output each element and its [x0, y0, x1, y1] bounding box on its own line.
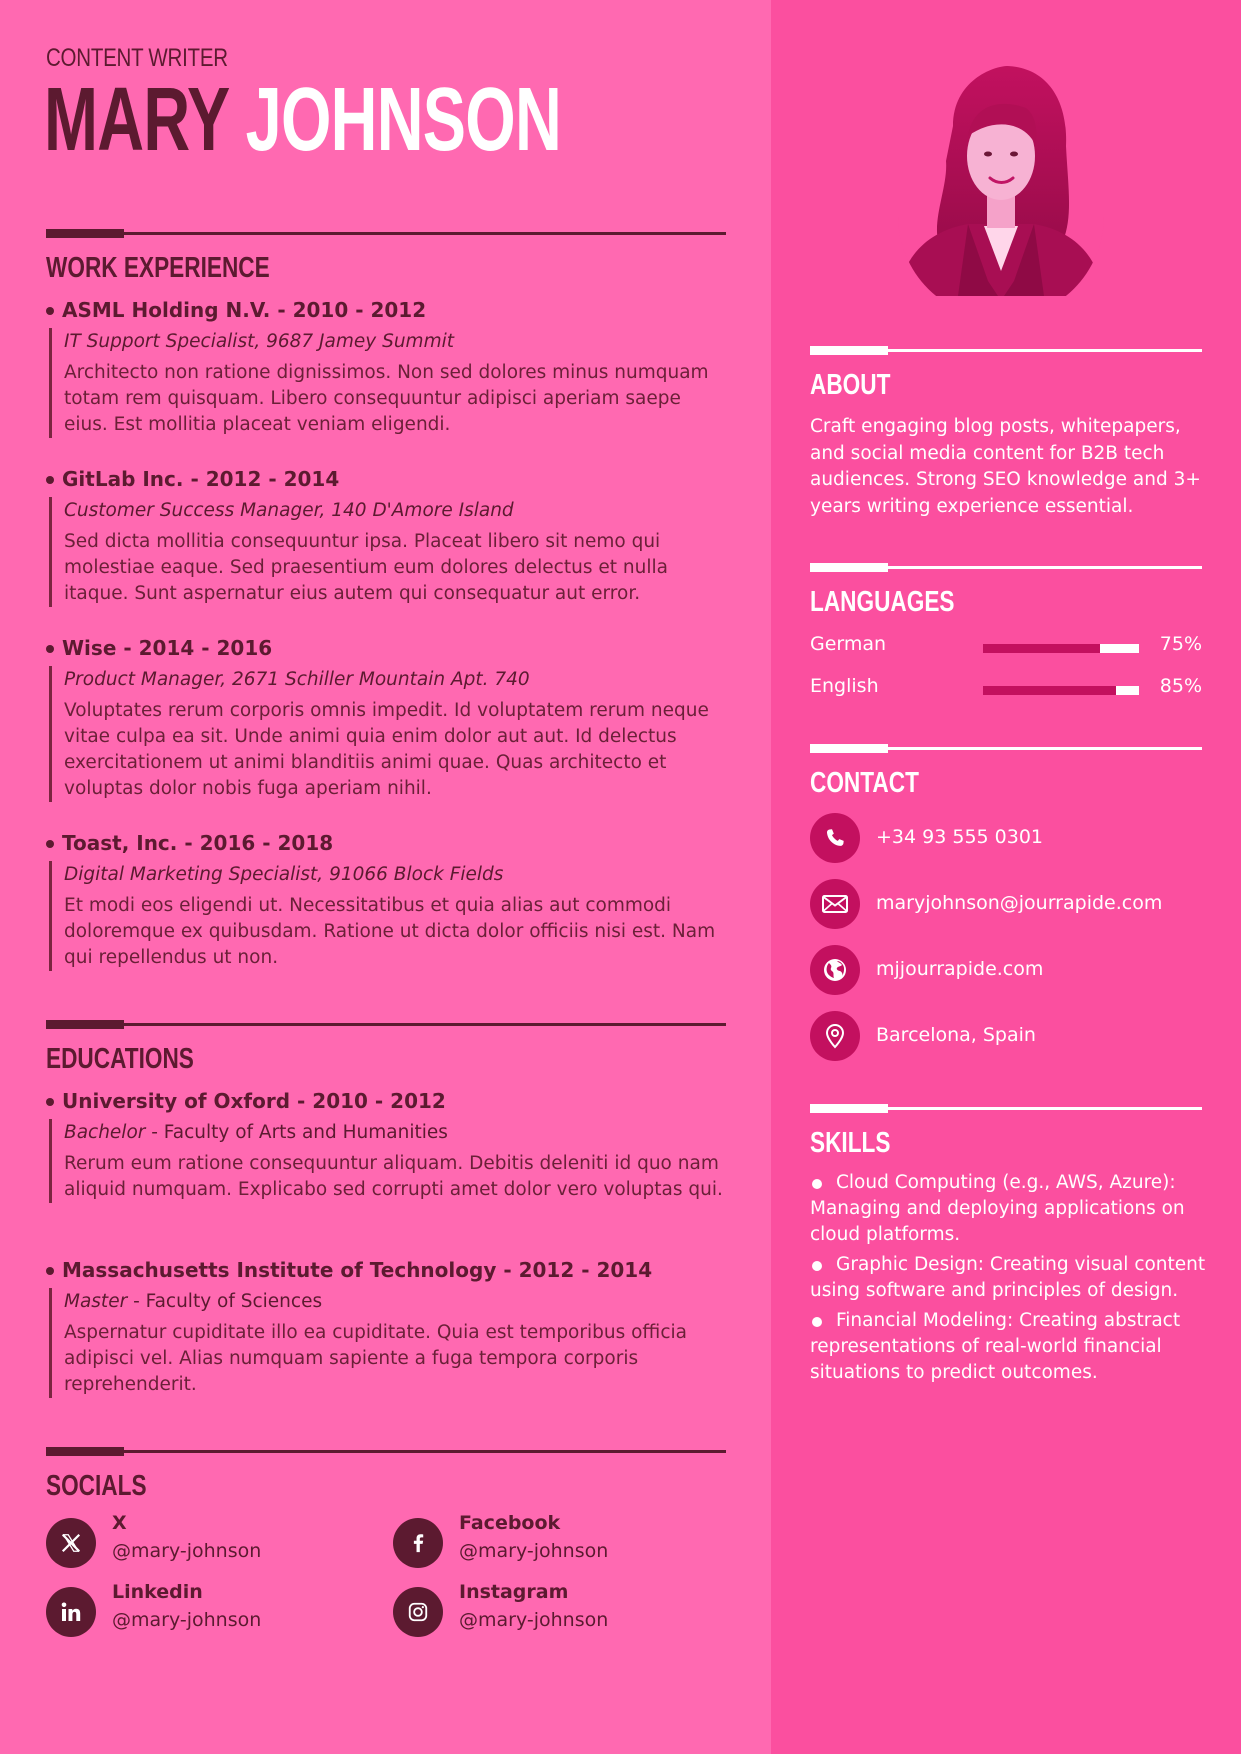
phone-icon: [810, 813, 860, 863]
skills-list: [810, 1170, 1210, 1390]
person-name: [44, 70, 561, 170]
education-entry-title: University of Oxford - 2010 - 2012: [46, 1087, 726, 1115]
instagram-icon: [393, 1587, 443, 1637]
skill-item: Cloud Computing (e.g., AWS, Azure): Managing and deploying applications on cloud platforms.: [810, 1170, 1210, 1248]
work-entry-description: Et modi eos eligendi ut. Necessitatibus et quia alias aut commodi doloremque ex quibusdam. Ratione ut dicta dolor officiis nisi est. Nam qui repellendus ut non.: [64, 895, 716, 968]
work-entry-body: [49, 497, 726, 607]
work-entry-description: Voluptates rerum corporis omnis impedit. Id voluptatem rerum neque vitae culpa ea sit. Unde animi quia enim dolor aut aut. Id delectus exercitationem ut animi blanditiis animi quae. Quas architecto et voluptas dolor nobis fuga aperiam nihil.: [64, 700, 709, 799]
social-handle: @mary-johnson: [112, 1609, 262, 1631]
skill-item: Graphic Design: Creating visual content using software and principles of design.: [810, 1252, 1210, 1304]
section-divider: [810, 566, 1202, 569]
social-handle: @mary-johnson: [459, 1609, 609, 1631]
linkedin-icon: [46, 1587, 96, 1637]
work-entry-role: Product Manager, 2671 Schiller Mountain Apt. 740: [64, 669, 530, 690]
language-name: English: [810, 675, 879, 697]
socials-list: [46, 1512, 746, 1646]
about-heading: ABOUT: [810, 369, 891, 401]
work-entry-description: Architecto non ratione dignissimos. Non sed dolores minus numquam totam rem quisquam. Libero consequuntur adipisci aperiam saepe eius. Est mollitia placeat veniam eligendi.: [64, 362, 709, 435]
contact-website[interactable]: [810, 945, 1210, 997]
contact-value: mjjourrapide.com: [876, 958, 1044, 980]
work-entry-role: Digital Marketing Specialist, 91066 Block Fields: [64, 864, 504, 885]
section-divider: [46, 1450, 726, 1453]
skills-heading: SKILLS: [810, 1127, 891, 1159]
education-entry: [46, 1256, 726, 1398]
work-entry-body: [49, 666, 726, 802]
social-name: Instagram: [459, 1581, 569, 1603]
work-entry: [46, 465, 726, 607]
social-x[interactable]: [46, 1512, 386, 1570]
language-row: [810, 675, 1202, 705]
faculty-name: - Faculty of Sciences: [127, 1291, 323, 1312]
email-icon: [810, 879, 860, 929]
language-row: [810, 633, 1202, 663]
language-percent: 85%: [1159, 675, 1202, 697]
social-handle: @mary-johnson: [112, 1540, 262, 1562]
language-name: German: [810, 633, 887, 655]
work-entry-role: IT Support Specialist, 9687 Jamey Summit: [64, 331, 454, 352]
work-entry-title: Wise - 2014 - 2016: [46, 634, 726, 662]
work-entry-title: ASML Holding N.V. - 2010 - 2012: [46, 296, 726, 324]
education-entry-description: Rerum eum ratione consequuntur aliquam. Debitis deleniti id quo nam aliquid numquam. Explicabo sed corrupti amet dolor vero voluptas qui.: [64, 1153, 723, 1200]
work-entry: [46, 634, 726, 802]
work-entry-body: [49, 328, 726, 438]
degree-name: Bachelor: [64, 1122, 146, 1143]
faculty-name: - Faculty of Arts and Humanities: [145, 1122, 448, 1143]
social-name: Linkedin: [112, 1581, 203, 1603]
work-entry-role: Customer Success Manager, 140 D'Amore Island: [64, 500, 514, 521]
work-entry-body: [49, 861, 726, 971]
contact-value: maryjohnson@jourrapide.com: [876, 892, 1163, 914]
education-entry-degree: [64, 1119, 726, 1147]
work-experience-heading: WORK EXPERIENCE: [46, 252, 270, 284]
education-entry: [46, 1087, 726, 1203]
social-facebook[interactable]: [393, 1512, 733, 1570]
work-entry-description: Sed dicta mollitia consequuntur ipsa. Placeat libero sit nemo qui molestiae eaque. Sed praesentium eum dolores delectus et nulla itaque. Sunt aspernatur eius autem qui consequatur aut error.: [64, 531, 668, 604]
social-instagram[interactable]: [393, 1581, 733, 1639]
contact-phone[interactable]: [810, 813, 1210, 865]
language-bar: [983, 644, 1139, 653]
section-divider: [810, 1107, 1202, 1110]
job-title: CONTENT WRITER: [46, 44, 228, 72]
section-divider: [46, 1023, 726, 1026]
language-bar-fill: [983, 686, 1116, 695]
work-entry: [46, 829, 726, 971]
work-entry-title: GitLab Inc. - 2012 - 2014: [46, 465, 726, 493]
contact-value: Barcelona, Spain: [876, 1024, 1036, 1046]
language-bar: [983, 686, 1139, 695]
about-text: Craft engaging blog posts, whitepapers, and social media content for B2B tech audiences. Strong SEO knowledge and 3+ years writing experience essential.: [810, 416, 1201, 517]
social-handle: @mary-johnson: [459, 1540, 609, 1562]
social-linkedin[interactable]: [46, 1581, 386, 1639]
contact-value: +34 93 555 0301: [876, 826, 1044, 848]
socials-heading: SOCIALS: [46, 1470, 147, 1502]
contact-location[interactable]: [810, 1011, 1210, 1063]
degree-name: Master: [64, 1291, 128, 1312]
first-name: MARY: [44, 70, 229, 170]
work-entry: [46, 296, 726, 438]
x-logo-icon: [46, 1518, 96, 1568]
language-bar-fill: [983, 644, 1100, 653]
education-entry-body: [49, 1119, 726, 1203]
social-name: X: [112, 1512, 127, 1534]
education-entry-description: Aspernatur cupiditate illo ea cupiditate. Quia est temporibus officia adipisci vel. Alias numquam sapiente a fuga tempora corporis reprehenderit.: [64, 1322, 687, 1395]
education-entry-body: [49, 1288, 726, 1398]
social-name: Facebook: [459, 1512, 561, 1534]
skill-item: Financial Modeling: Creating abstract representations of real-world financial situations to predict outcomes.: [810, 1308, 1210, 1386]
section-divider: [810, 747, 1202, 750]
facebook-icon: [393, 1518, 443, 1568]
section-divider: [46, 232, 726, 235]
globe-icon: [810, 945, 860, 995]
education-entry-degree: [64, 1288, 726, 1316]
language-percent: 75%: [1159, 633, 1202, 655]
contact-heading: CONTACT: [810, 767, 919, 799]
contact-email[interactable]: [810, 879, 1210, 931]
languages-heading: LANGUAGES: [810, 586, 955, 618]
education-entry-title: Massachusetts Institute of Technology - 2012 - 2014: [46, 1256, 726, 1284]
section-divider: [810, 349, 1202, 352]
work-entry-title: Toast, Inc. - 2016 - 2018: [46, 829, 726, 857]
last-name: JOHNSON: [245, 70, 562, 170]
education-heading: EDUCATIONS: [46, 1043, 194, 1075]
location-pin-icon: [810, 1011, 860, 1061]
profile-photo: [898, 66, 1104, 296]
